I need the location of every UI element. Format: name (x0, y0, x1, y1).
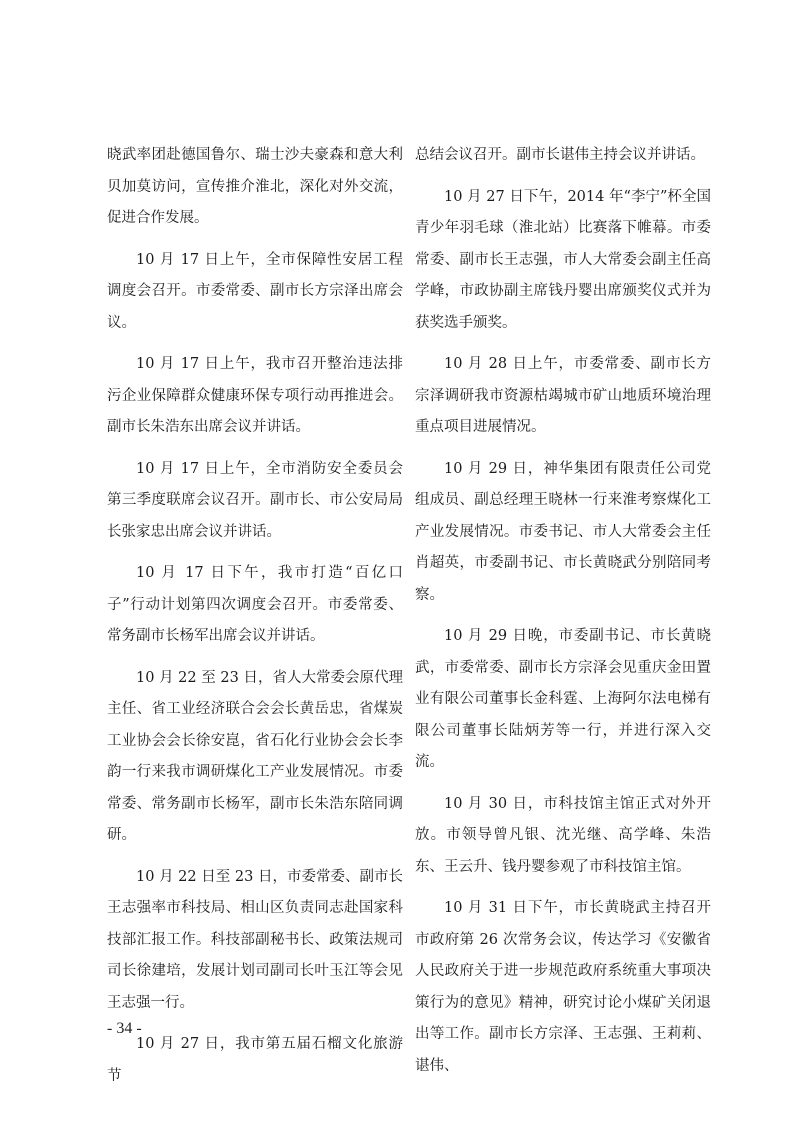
paragraph: 10 月 28 日上午，市委常委、副市长方宗泽调研我市资源枯竭城市矿山地质环境治理重点项目进展情况。 (415, 356, 711, 435)
paragraph: 10 月 30 日，市科技馆主馆正式对外开放。市领导曾凡银、沈光继、高学峰、朱浩东、王云升、钱丹婴参观了市科技馆主馆。 (415, 795, 711, 875)
paragraph: 10 月 31 日下午，市长黄晓武主持召开市政府第 26 次常务会议，传达学习《安徽省人民政府关于进一步规范政府系统重大事项决策行为的意见》精神，研究讨论小煤矿关闭退出等工作。副市长方宗泽、王志强、王莉莉、谌伟、 (415, 900, 711, 1074)
paragraph: 晓武率团赴德国鲁尔、瑞士沙夫豪森和意大利贝加莫访问，宣传推介淮北，深化对外交流，促进合作发展。 (107, 147, 403, 226)
paragraph: 10 月 17 日上午，全市保障性安居工程调度会召开。市委常委、副市长方宗泽出席会议。 (107, 251, 403, 331)
paragraph: 10 月 22 日至 23 日，市委常委、副市长王志强率市科技局、相山区负责同志赴国家科技部汇报工作。科技部副秘书长、政策法规司司长徐建培，发展计划司副司长叶玉江等会见王志强一行。 (107, 868, 403, 1011)
paragraph: 总结会议召开。副市长谌伟主持会议并讲话。 (415, 147, 705, 163)
paragraph: 10 月 29 日晚，市委副书记、市长黄晓武，市委常委、副市长方宗泽会见重庆金田置业有限公司董事长金科霆、上海阿尔法电梯有限公司董事长陆炳芳等一行，并进行深入交流。 (415, 628, 711, 770)
left-column (107, 140, 403, 1102)
paragraph: 10 月 17 日下午，我市打造“百亿口子”行动计划第四次调度会召开。市委常委、常务副市长杨军出席会议并讲话。 (107, 565, 403, 644)
paragraph: 10 月 17 日上午，我市召开整治违法排污企业保障群众健康环保专项行动再推进会。副市长朱浩东出席会议并讲话。 (107, 356, 403, 435)
page-number: - 34 - (107, 1020, 142, 1037)
paragraph: 10 月 17 日上午，全市消防安全委员会第三季度联席会议召开。副市长、市公安局局长张家忠出席会议并讲话。 (107, 460, 403, 540)
paragraph: 10 月 27 日，我市第五届石榴文化旅游节 (107, 1036, 403, 1084)
right-column (415, 140, 711, 1092)
paragraph: 10 月 29 日，神华集团有限责任公司党组成员、副总经理王晓林一行来淮考察煤化工产业发展情况。市委书记、市人大常委会主任肖超英，市委副书记、市长黄晓武分别陪同考察。 (415, 460, 711, 603)
paragraph: 10 月 22 至 23 日，省人大常委会原代理主任、省工业经济联合会会长黄岳忠，省煤炭工业协会会长徐安崑，省石化行业协会会长李韵一行来我市调研煤化工产业发展情况。市委常委、常务副市长杨军，副市长朱浩东陪同调研。 (107, 669, 403, 843)
paragraph: 10 月 27 日下午，2014 年“李宁”杯全国青少年羽毛球（淮北站）比赛落下帷幕。市委常委、副市长王志强，市人大常委会副主任高学峰，市政协副主席钱丹婴出席颁奖仪式并为获奖选手颁奖。 (415, 188, 711, 331)
